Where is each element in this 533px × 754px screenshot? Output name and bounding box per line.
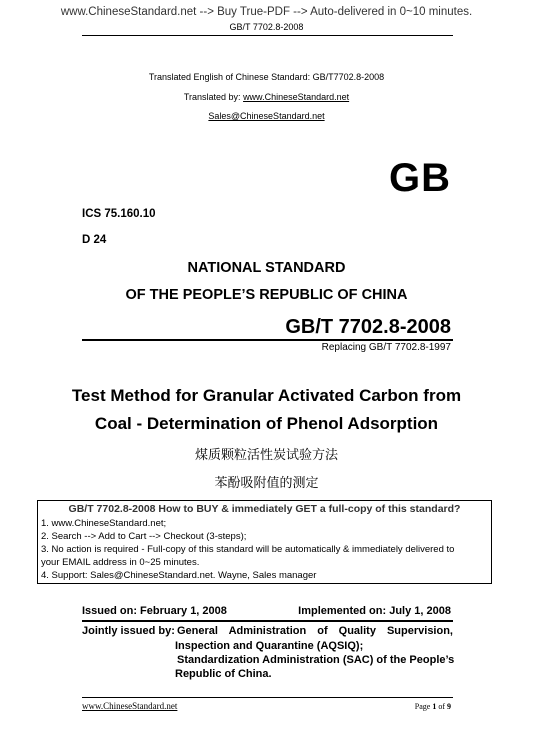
sales-email-container — [0, 111, 533, 121]
implemented-date: Implemented on: July 1, 2008 — [298, 605, 451, 617]
page-total: 9 — [447, 702, 451, 711]
page-number: 1 — [432, 702, 437, 711]
chinese-title-line-1: 煤质颗粒活性炭试验方法 — [194, 448, 338, 463]
ccs-code: D 24 — [82, 234, 107, 246]
footer-site-container — [82, 701, 177, 711]
header-standard-code: GB/T 7702.8-2008 — [229, 22, 304, 32]
national-standard-heading: NATIONAL STANDARD — [187, 260, 346, 276]
page-of-label: of — [436, 702, 447, 711]
buy-step-4: 4. Support: Sales@ChineseStandard.net. Wayne, Sales manager — [41, 570, 317, 581]
chinese-title-line-2: 苯酚吸附值的测定 — [214, 476, 319, 491]
issuer-line-4: Republic of China. — [175, 668, 272, 680]
top-banner: www.ChineseStandard.net --> Buy True-PDF --> Auto-delivered in 0~10 minutes. — [60, 6, 473, 18]
issued-date: Issued on: February 1, 2008 — [82, 605, 227, 617]
title-line-2: Coal - Determination of Phenol Adsorption — [94, 414, 439, 433]
issuer-line-1: General Administration of Quality Supervision, — [177, 625, 453, 637]
buy-step-2: 2. Search --> Add to Cart --> Checkout (3-steps); — [41, 531, 247, 542]
issuer-line-3: Standardization Administration (SAC) of the People’s — [177, 654, 455, 666]
buy-step-3-cont: your EMAIL address in 0~25 minutes. — [41, 557, 200, 568]
buy-step-1: 1. www.ChineseStandard.net; — [41, 518, 167, 529]
page-label: Page — [414, 702, 433, 711]
issuer-line-2: Inspection and Quarantine (AQSIQ); — [175, 640, 364, 652]
footer-divider — [82, 697, 453, 698]
country-heading: OF THE PEOPLE’S REPUBLIC OF CHINA — [125, 287, 408, 303]
standard-number: GB/T 7702.8-2008 — [285, 316, 451, 338]
translator-link[interactable]: www.ChineseStandard.net — [243, 92, 350, 102]
buy-box-heading: GB/T 7702.8-2008 How to BUY & immediately GET a full-copy of this standard? — [68, 503, 461, 515]
dates-divider — [82, 620, 453, 622]
translation-note: Translated English of Chinese Standard: GB/T7702.8-2008 — [148, 72, 385, 82]
translated-by — [0, 92, 533, 102]
translated-by-label: Translated by: — [183, 92, 244, 102]
buy-info-box — [37, 500, 492, 584]
title-line-1: Test Method for Granular Activated Carbon from — [71, 386, 462, 405]
header-divider — [82, 35, 453, 36]
ics-code: ICS 75.160.10 — [82, 208, 156, 220]
standard-divider — [82, 339, 453, 341]
buy-step-3: 3. No action is required - Full-copy of this standard will be automatically & immediately delivered to — [41, 544, 455, 555]
sales-email-link[interactable]: Sales@ChineseStandard.net — [208, 111, 325, 121]
gb-mark: GB — [389, 156, 451, 200]
footer-site-link[interactable]: www.ChineseStandard.net — [82, 701, 178, 711]
replacing-note: Replacing GB/T 7702.8-1997 — [321, 342, 451, 353]
jointly-issued-label: Jointly issued by: — [82, 625, 175, 637]
page-indicator — [415, 702, 451, 711]
